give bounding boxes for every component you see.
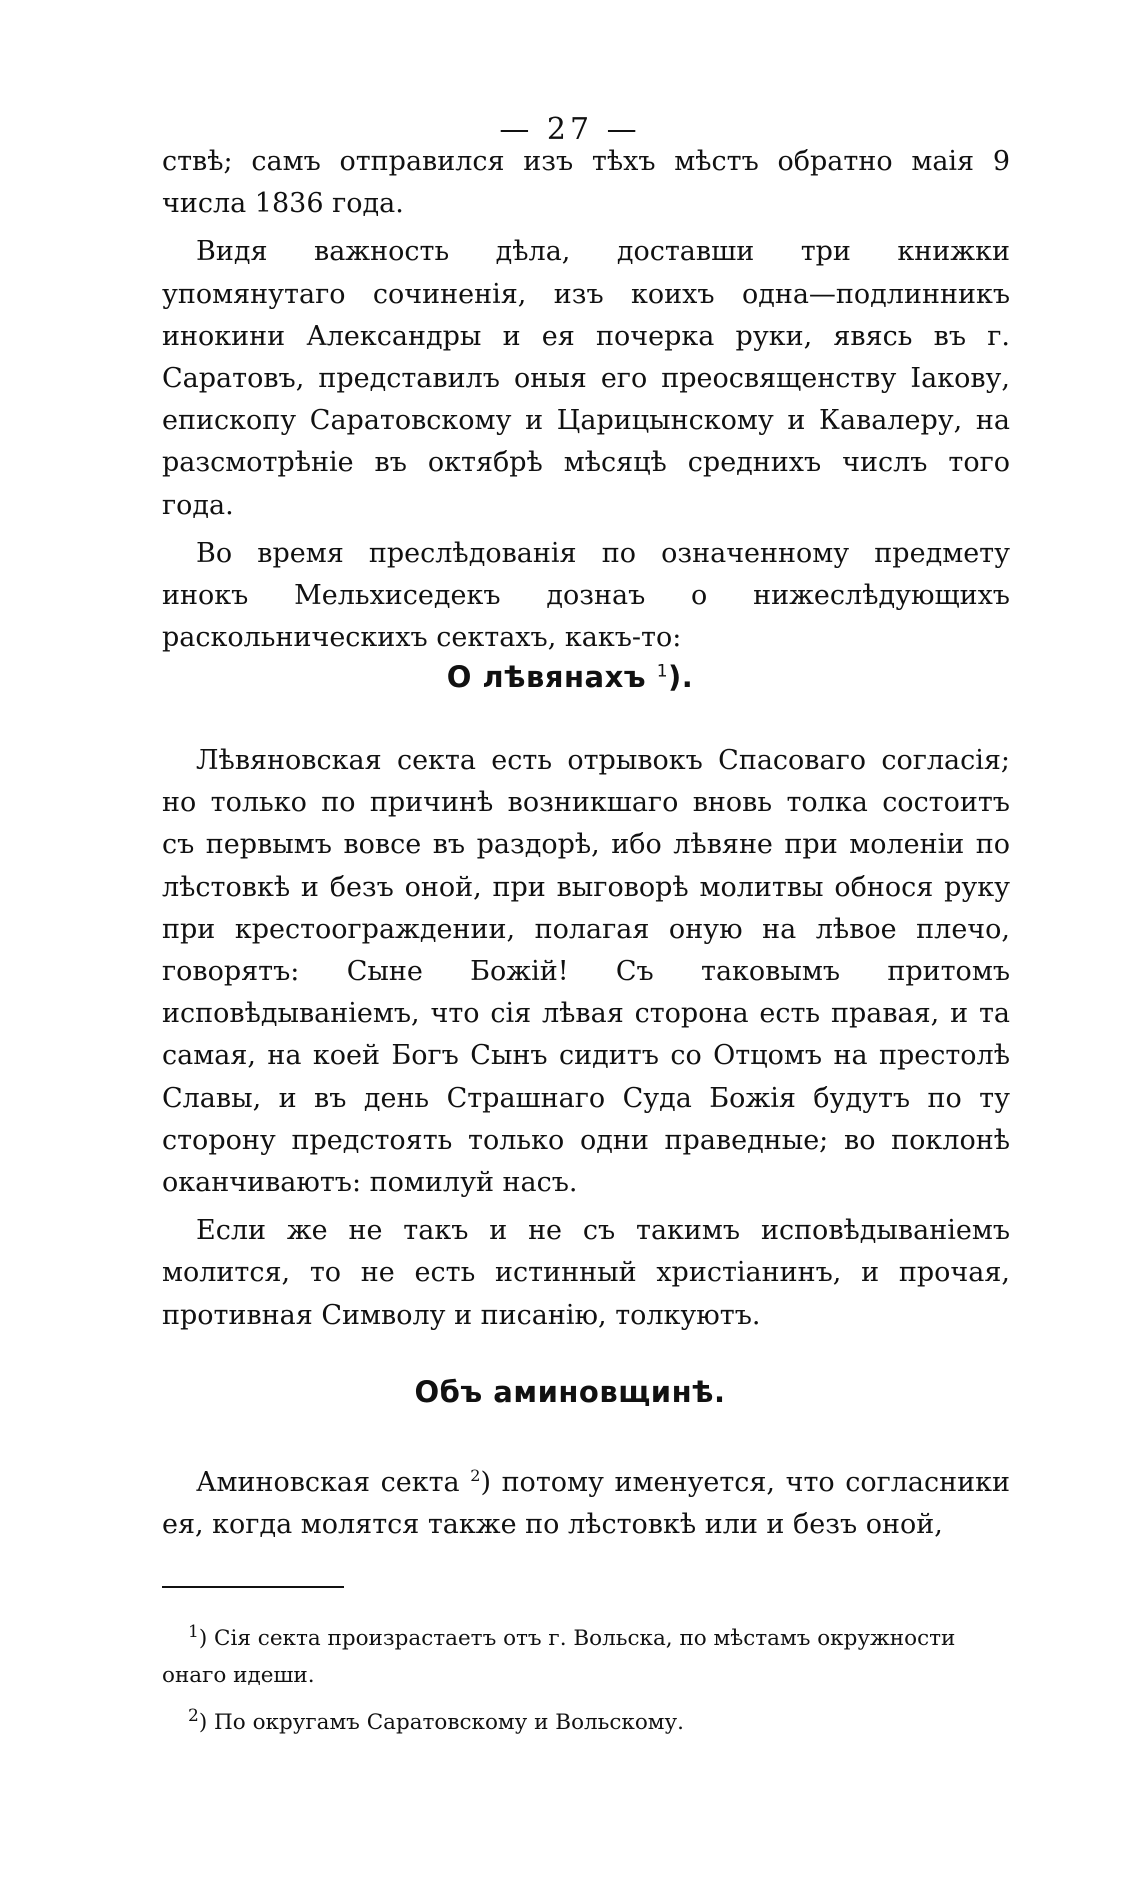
paragraph-levyane-belief: Если же не такъ и не съ такимъ исповѣдываніемъ молится, то не есть истинный христіанинъ, и прочая, противная Символу и писанію, толкуютъ. [162, 1215, 1010, 1331]
aminovshchina-text [162, 1455, 1010, 1546]
section-heading-aminovshchina: Объ аминовщинѣ. [414, 1375, 726, 1409]
intro-text [162, 141, 1010, 659]
paragraph-books: Видя важность дѣла, доставши три книжки упомянутаго сочиненія, изъ коихъ одна—подлинникъ инокини Александры и ея почерка руки, явясь въ г. Саратовъ, представилъ оныя его преосвященству Іакову, епископу Саратовскому и Царицынскому и Кавалеру, на разсмотрѣніе въ октябрѣ мѣсяцѣ среднихъ числъ того года. [162, 236, 1010, 521]
footnote-mark: 2 [188, 1706, 199, 1727]
levyane-text [162, 740, 1010, 1337]
footnote-mark: 1 [188, 1622, 199, 1642]
footnote-text: ) Сія секта произрастаетъ отъ г. Вольска, по мѣстамъ окружности онаго идеши. [162, 1626, 956, 1689]
heading-close: ). [668, 660, 694, 694]
footnote-ref: 2 [470, 1466, 481, 1485]
footnote-1 [162, 1614, 1010, 1694]
page-number: — 27 — [499, 112, 641, 147]
footnote-divider [162, 1586, 344, 1588]
footnote-ref: 1 [656, 661, 669, 682]
paragraph-rest: ) потому именуется, что согласники ея, когда молятся также по лѣстовкѣ или и безъ оной, [162, 1467, 1010, 1541]
footnote-2 [162, 1698, 1010, 1741]
footnote-text: ) По округамъ Саратовскому и Вольскому. [198, 1710, 685, 1736]
paragraph-levyane-description: Лѣвяновская секта есть отрывокъ Спасоваго согласія; но только по причинѣ возникшаго вновь толка состоитъ съ первымъ вовсе въ раздорѣ, ибо лѣвяне при моленіи по лѣстовкѣ и безъ оной, при выговорѣ молитвы обнося руку при крестоограждении, полагая оную на лѣвое плечо, говорятъ: Сыне Божій! Съ таковымъ притомъ исповѣдываніемъ, что сія лѣвая сторона есть правая, и та самая, на коей Богъ Сынъ сидитъ со Отцомъ на престолѣ Славы, и въ день Страшнаго Суда Божія будутъ по ту сторону предстоять только одни праведные; во поклонѣ оканчиваютъ: помилуй насъ. [162, 745, 1010, 1199]
paragraph-start: Аминовская секта [196, 1467, 460, 1498]
footnotes [162, 1614, 1010, 1741]
paragraph-continuation: ствѣ; самъ отправился изъ тѣхъ мѣстъ обратно маія 9 числа 1836 года. [162, 146, 1010, 220]
paragraph-aminovshchina [162, 1455, 1010, 1546]
section-heading-levyane [0, 660, 1140, 694]
paragraph-investigation: Во время преслѣдованія по означенному предмету инокъ Мельхиседекъ дознаъ о нижеслѣдующихъ раскольническихъ сектахъ, какъ-то: [162, 537, 1010, 654]
section-title: О лѣвянахъ [446, 660, 647, 694]
